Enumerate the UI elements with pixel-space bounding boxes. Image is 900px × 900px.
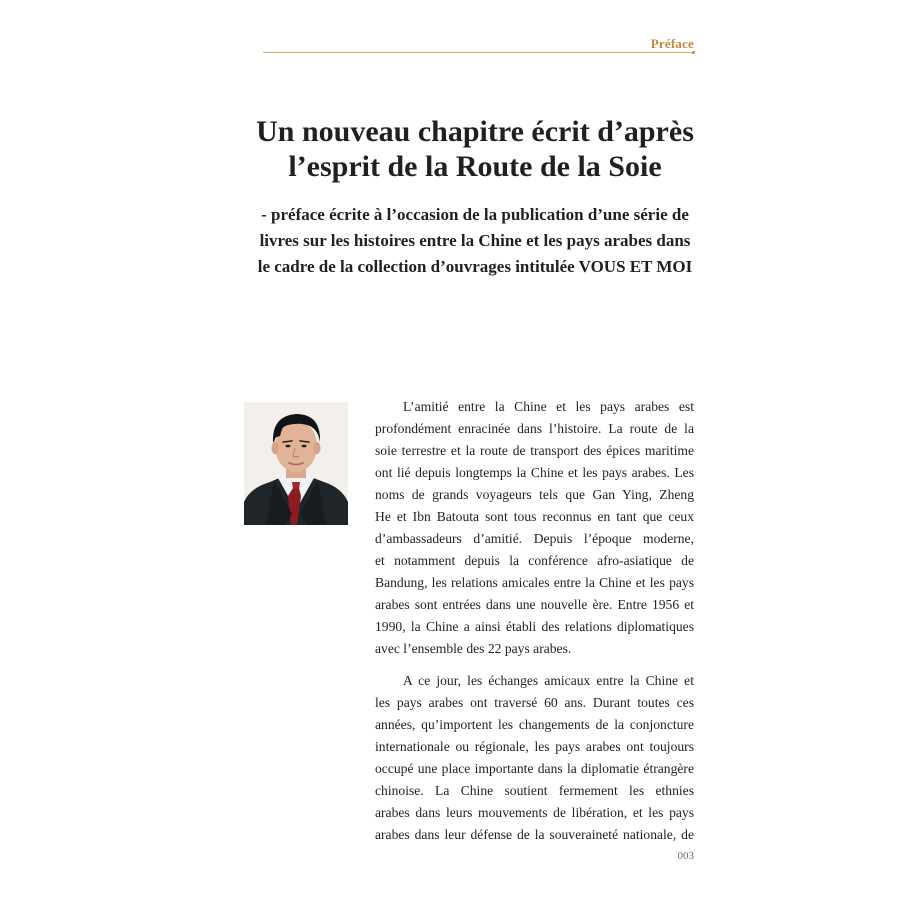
portrait-icon — [244, 402, 348, 525]
text-line: arabes dans leurs mouvements de libération, et les pays — [375, 805, 694, 820]
page-subtitle-line: le cadre de la collection d’ouvrages intitulée VOUS ET MOI — [257, 257, 693, 276]
page-number: 003 — [677, 850, 694, 862]
page-subtitle — [240, 202, 710, 280]
text-line: arabes sont entrées dans une nouvelle ère. Entre 1956 et — [375, 597, 694, 612]
portrait-photo — [244, 402, 348, 525]
text-line: He et Ibn Batouta sont tous reconnus en tant que ceux — [375, 509, 694, 524]
text-line: arabes dans leur défense de la souveraineté nationale, de — [375, 827, 694, 842]
text-line: internationale ou régionale, les pays arabes ont toujours — [375, 739, 694, 754]
text-line: Bandung, les relations amicales entre la Chine et les pays — [375, 575, 694, 590]
text-line: occupé une place importante dans la diplomatie étrangère — [375, 761, 694, 776]
text-line: profondément enracinée dans l’histoire. La route de la — [375, 421, 694, 436]
page-title-line: Un nouveau chapitre écrit d’après — [256, 115, 694, 148]
text-line: avec l’ensemble des 22 pays arabes. — [375, 641, 572, 656]
text-line: A ce jour, les échanges amicaux entre la Chine et — [403, 673, 694, 688]
body-text — [375, 396, 694, 856]
text-line: L’amitié entre la Chine et les pays arabes est — [403, 399, 694, 414]
page-subtitle-line: - préface écrite à l’occasion de la publication d’une série de — [261, 205, 689, 224]
text-line: ont lié depuis longtemps la Chine et les pays arabes. Les — [375, 465, 694, 480]
paragraph — [375, 396, 694, 660]
text-line: d’ambassadeurs d’amitié. Depuis l’époque moderne, — [375, 531, 694, 546]
text-line: chinoise. La Chine soutient fermement les ethnies — [375, 783, 694, 798]
page-subtitle-line: livres sur les histoires entre la Chine et les pays arabes dans — [259, 231, 691, 250]
text-line: et notamment depuis la conférence afro-asiatique de — [375, 553, 694, 568]
page-title-line: l’esprit de la Route de la Soie — [288, 150, 662, 183]
section-label: Préface — [650, 36, 694, 51]
text-line: années, qu’importent les changements de la conjoncture — [375, 717, 694, 732]
text-line: noms de grands voyageurs tels que Gan Ying, Zheng — [375, 487, 694, 502]
text-line: 1990, la Chine a ainsi établi des relations diplomatiques — [375, 619, 694, 634]
page-title — [240, 114, 710, 184]
header-rule — [263, 52, 695, 53]
paragraph — [375, 670, 694, 846]
text-line: les pays arabes ont traversé 60 ans. Durant toutes ces — [375, 695, 694, 710]
text-line: soie terrestre et la route de transport des épices maritime — [375, 443, 694, 458]
